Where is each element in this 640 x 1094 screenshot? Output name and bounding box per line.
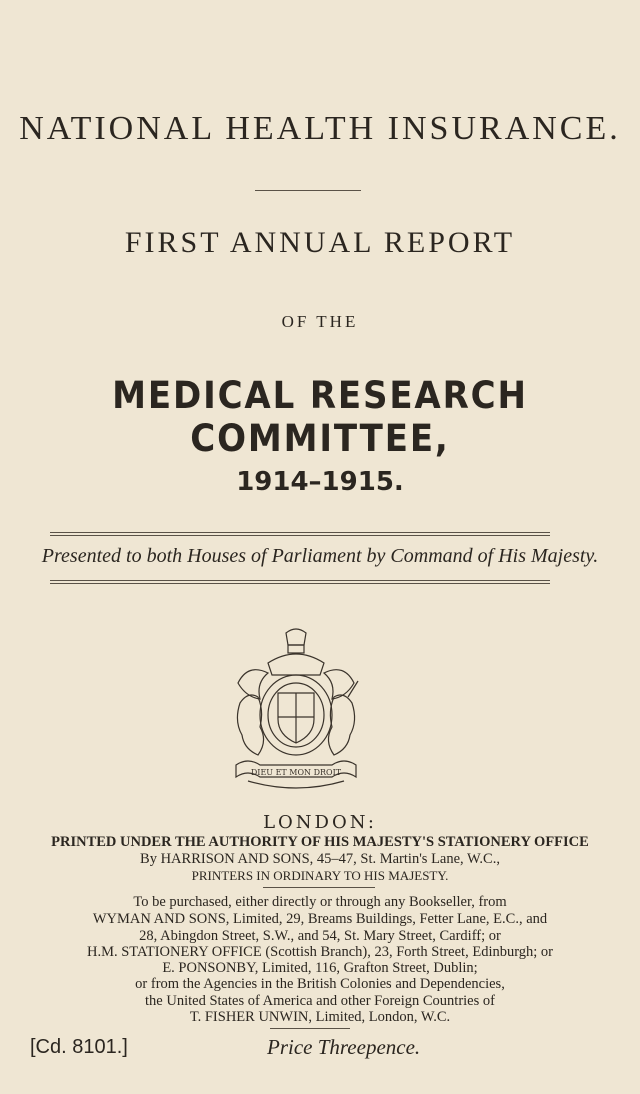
heading-medical-research-committee: MEDICAL RESEARCH COMMITTEE,: [112, 374, 528, 460]
double-rule-bottom-b: [50, 583, 550, 584]
purchase-line-2: WYMAN AND SONS, Limited, 29, Breams Buildings, Fetter Lane, E.C., and: [92, 911, 548, 927]
heading-of-the: OF THE: [281, 312, 359, 331]
purchase-line-7: the United States of America and other Foreign Countries of: [145, 993, 495, 1009]
heading-years: 1914–1915.: [236, 467, 404, 497]
double-rule-top-a: [50, 532, 550, 533]
purchase-line-1: To be purchased, either directly or through any Bookseller, from: [133, 894, 507, 910]
presented-line: Presented to both Houses of Parliament by Command of His Majesty.: [41, 545, 599, 567]
command-number: [Cd. 8101.]: [30, 1036, 128, 1058]
double-rule-bottom-a: [50, 580, 550, 581]
imprint-line-3: PRINTERS IN ORDINARY TO HIS MAJESTY.: [191, 868, 449, 883]
purchase-line-4: H.M. STATIONERY OFFICE (Scottish Branch), 23, Forth Street, Edinburgh; or: [86, 944, 554, 960]
crest-motto: DIEU ET MON DROIT: [250, 768, 342, 777]
price-label: Price Threepence.: [267, 1035, 421, 1059]
divider-1: [255, 190, 361, 191]
purchase-line-6: or from the Agencies in the British Colonies and Dependencies,: [135, 976, 505, 992]
purchase-line-3: 28, Abingdon Street, S.W., and 54, St. Mary Street, Cardiff; or: [139, 928, 501, 944]
purchase-line-5: E. PONSONBY, Limited, 116, Grafton Street, Dublin;: [162, 960, 478, 976]
heading-first-annual-report: FIRST ANNUAL REPORT: [124, 226, 516, 259]
purchase-line-8: T. FISHER UNWIN, Limited, London, W.C.: [189, 1009, 451, 1025]
imprint-place: LONDON:: [263, 812, 377, 833]
heading-national-health-insurance: NATIONAL HEALTH INSURANCE.: [19, 110, 621, 147]
imprint-line-2: By HARRISON AND SONS, 45–47, St. Martin's Lane, W.C.,: [140, 851, 500, 867]
royal-coat-of-arms-icon: [228, 623, 364, 793]
double-rule-top-b: [50, 535, 550, 536]
divider-2: [263, 887, 375, 888]
divider-3: [270, 1028, 350, 1029]
imprint-line-1: PRINTED UNDER THE AUTHORITY OF HIS MAJESTY'S STATIONERY OFFICE: [51, 834, 589, 850]
